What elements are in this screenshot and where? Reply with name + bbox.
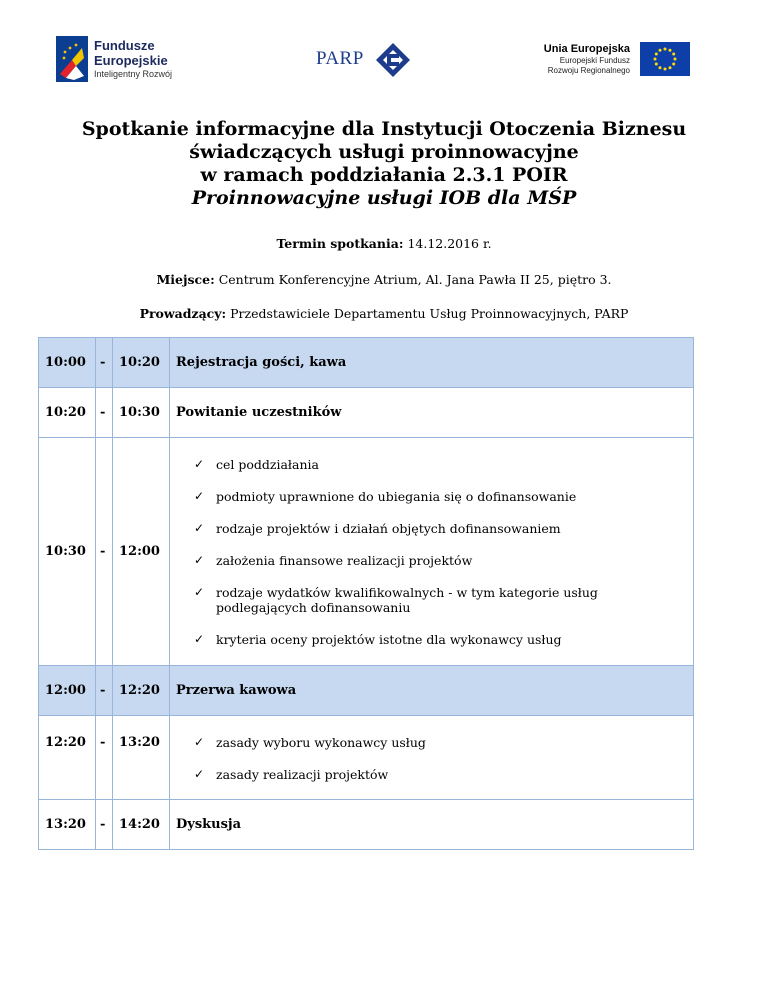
ue-line3: Rozwoju Regionalnego	[547, 66, 630, 75]
end-time: 10:20	[113, 338, 170, 388]
fe-line1: Fundusze	[94, 38, 155, 53]
title-line4: Proinnowacyjne usługi IOB dla MŚP	[191, 187, 577, 209]
session-items	[170, 716, 694, 800]
check-icon: ✓	[194, 456, 205, 471]
item-text: założenia finansowe realizacji projektów	[216, 552, 473, 568]
end-time: 10:30	[113, 388, 170, 438]
start-time: 12:20	[39, 716, 96, 800]
meeting-host	[0, 306, 768, 321]
time-dash: -	[96, 388, 113, 438]
table-row	[39, 338, 694, 388]
item-text: rodzaje wydatków kwalifikowalnych - w tym kategorie usług podlegających dofinansowaniu	[216, 584, 598, 615]
time-dash: -	[96, 338, 113, 388]
table-row	[39, 438, 694, 666]
list-item	[194, 585, 646, 615]
item-text: kryteria oceny projektów istotne dla wykonawcy usług	[216, 631, 562, 647]
ue-line2: Europejski Fundusz	[559, 56, 630, 65]
title-line1: Spotkanie informacyjne dla Instytucji Otoczenia Biznesu	[81, 118, 687, 140]
check-icon: ✓	[194, 584, 205, 599]
list-item	[194, 767, 693, 782]
parp-logo	[316, 42, 416, 78]
place-label: Miejsce:	[156, 272, 215, 287]
host-label: Prowadzący:	[139, 306, 227, 321]
session-title: Powitanie uczestników	[170, 388, 694, 438]
start-time: 12:00	[39, 666, 96, 716]
checklist	[176, 735, 693, 782]
fe-emblem-icon	[56, 36, 88, 82]
list-item	[194, 632, 693, 647]
start-time: 10:20	[39, 388, 96, 438]
time-dash: -	[96, 666, 113, 716]
session-title: Dyskusja	[170, 800, 694, 850]
checklist	[176, 457, 693, 647]
session-title: Przerwa kawowa	[170, 666, 694, 716]
check-icon: ✓	[194, 767, 205, 781]
table-row	[39, 666, 694, 716]
page-title	[0, 118, 768, 210]
session-items	[170, 438, 694, 666]
eu-flag-icon	[640, 42, 690, 76]
list-item	[194, 521, 693, 536]
parp-text: PARP	[316, 48, 364, 69]
list-item	[194, 553, 693, 568]
check-icon: ✓	[194, 631, 205, 646]
title-line3: w ramach poddziałania 2.3.1 POIR	[200, 164, 568, 186]
check-icon: ✓	[194, 735, 205, 749]
check-icon: ✓	[194, 488, 205, 503]
item-text: cel poddziałania	[216, 456, 319, 472]
table-row	[39, 716, 694, 800]
agenda-table	[38, 337, 694, 850]
fe-line3: Inteligentny Rozwój	[94, 69, 173, 79]
check-icon: ✓	[194, 552, 205, 567]
time-dash: -	[96, 800, 113, 850]
title-line2: świadczących usługi proinnowacyjne	[189, 141, 579, 163]
item-text: zasady wyboru wykonawcy usług	[216, 735, 426, 750]
check-icon: ✓	[194, 520, 205, 535]
fe-line2: Europejskie	[94, 53, 168, 68]
parp-diamond-icon	[375, 42, 411, 78]
place-value: Centrum Konferencyjne Atrium, Al. Jana Pawła II 25, piętro 3.	[214, 272, 612, 287]
meeting-date	[0, 236, 768, 251]
item-text: podmioty uprawnione do ubiegania się o dofinansowanie	[216, 488, 577, 504]
list-item	[194, 457, 693, 472]
end-time: 12:20	[113, 666, 170, 716]
time-dash: -	[96, 438, 113, 666]
table-row	[39, 388, 694, 438]
time-dash: -	[96, 716, 113, 800]
item-text: zasady realizacji projektów	[216, 767, 389, 782]
ue-line1: Unia Europejska	[543, 43, 630, 55]
end-time: 14:20	[113, 800, 170, 850]
header-logos	[0, 0, 768, 110]
date-label: Termin spotkania:	[276, 236, 404, 251]
meeting-place	[0, 272, 768, 287]
fundusze-europejskie-logo	[56, 36, 181, 84]
session-title: Rejestracja gości, kawa	[170, 338, 694, 388]
table-row	[39, 800, 694, 850]
unia-europejska-logo	[538, 42, 698, 82]
end-time: 12:00	[113, 438, 170, 666]
start-time: 10:00	[39, 338, 96, 388]
list-item	[194, 735, 693, 750]
list-item	[194, 489, 693, 504]
start-time: 13:20	[39, 800, 96, 850]
item-text: rodzaje projektów i działań objętych dofinansowaniem	[216, 520, 561, 536]
start-time: 10:30	[39, 438, 96, 666]
end-time: 13:20	[113, 716, 170, 800]
date-value: 14.12.2016 r.	[403, 236, 492, 251]
host-value: Przedstawiciele Departamentu Usług Proinnowacyjnych, PARP	[226, 306, 629, 321]
